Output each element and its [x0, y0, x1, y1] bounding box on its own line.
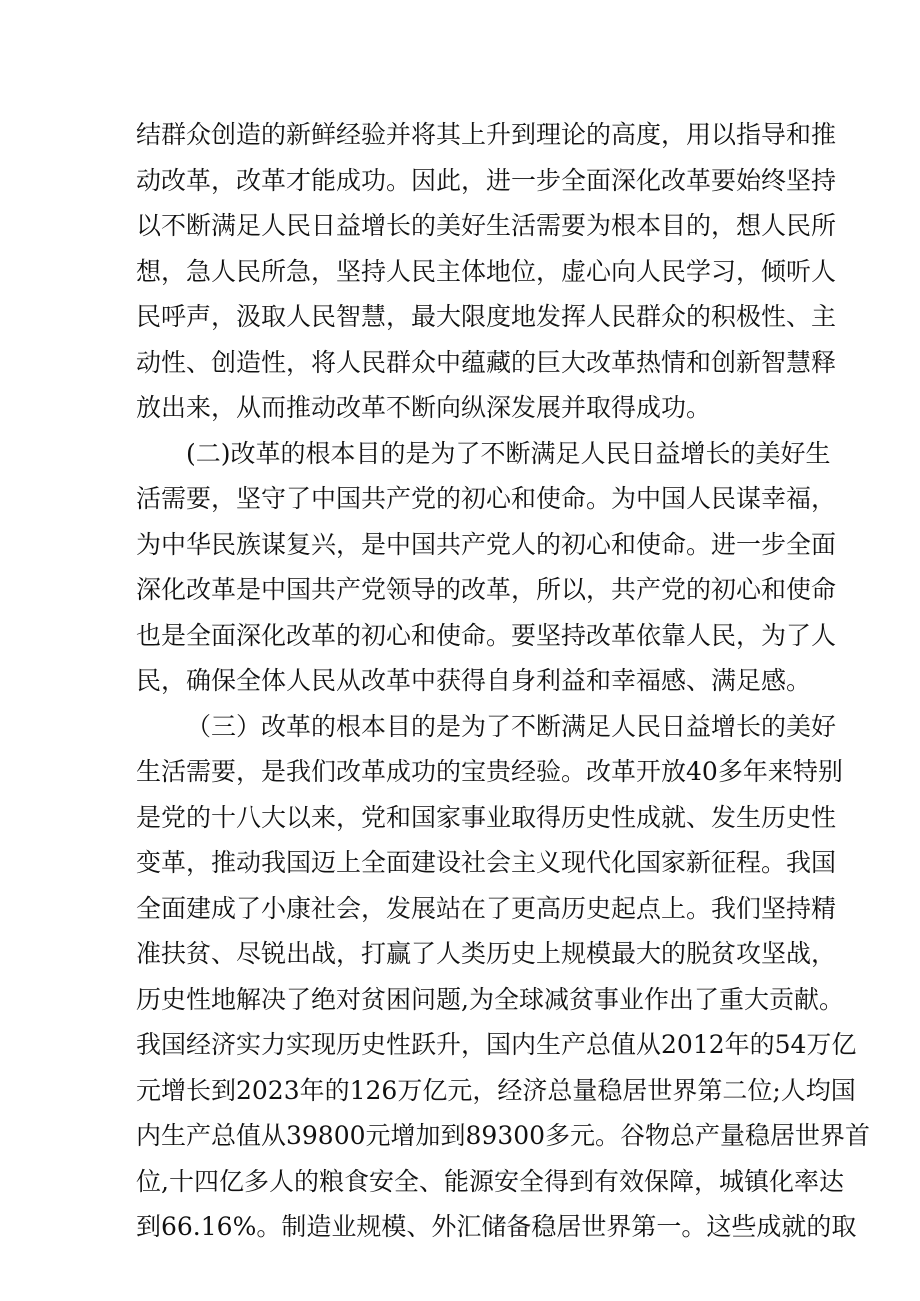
text-line: 以不断满足人民日益增长的美好生活需要为根本目的，想人民所 — [136, 211, 837, 240]
text-line: 位,十四亿多人的粮食安全、能源安全得到有效保障，城镇化率达 — [136, 1166, 844, 1196]
body-text — [136, 112, 871, 1250]
text-line: 想，急人民所急，坚持人民主体地位，虚心向人民学习，倾听人 — [136, 256, 837, 286]
text-line: 结群众创造的新鲜经验并将其上升到理论的高度，用以指导和推 — [136, 120, 837, 149]
text-line: 活需要，坚守了中国共产党的初心和使命。为中国人民谋幸福， — [136, 484, 837, 513]
text-line: 为中华民族谋复兴，是中国共产党人的初心和使命。进一步全面 — [136, 529, 837, 559]
text-line: 民呼声，汲取人民智慧，最大限度地发挥人民群众的积极性、主 — [136, 302, 837, 331]
text-line: 变革，推动我国迈上全面建设社会主义现代化国家新征程。我国 — [136, 848, 837, 877]
text-line: 准扶贫、尽锐出战，打赢了人类历史上规模最大的脱贫攻坚战， — [136, 939, 837, 968]
text-line: 动性、创造性，将人民群众中蕴藏的巨大改革热情和创新智慧释 — [136, 347, 837, 377]
text-line: 动改革，改革才能成功。因此，进一步全面深化改革要始终坚持 — [136, 165, 837, 195]
text-line: 到66.16%。制造业规模、外汇储备稳居世界第一。这些成就的取 — [136, 1212, 857, 1241]
paragraph-heading-line: (二)改革的根本目的是为了不断满足人民日益增长的美好生 — [186, 438, 831, 468]
text-line: 我国经济实力实现历史性跃升，国内生产总值从2012年的54万亿 — [136, 1030, 857, 1059]
text-line: 放出来，从而推动改革不断向纵深发展并取得成功。 — [136, 393, 712, 422]
text-line: 历史性地解决了绝对贫困问题,为全球减贫事业作出了重大贡献。 — [136, 984, 844, 1014]
text-line: 也是全面深化改革的初心和使命。要坚持改革依靠人民，为了人 — [136, 620, 837, 650]
text-line: 民，确保全体人民从改革中获得自身利益和幸福感、满足感。 — [136, 666, 812, 695]
text-line: 深化改革是中国共产党领导的改革，所以，共产党的初心和使命 — [136, 575, 837, 604]
paragraph-heading-line: （三）改革的根本目的是为了不断满足人民日益增长的美好 — [186, 711, 837, 741]
text-line: 全面建成了小康社会，发展站在了更高历史起点上。我们坚持精 — [136, 893, 837, 923]
text-line: 元增长到2023年的126万亿元，经济总量稳居世界第二位;人均国 — [136, 1075, 856, 1105]
text-line: 生活需要，是我们改革成功的宝贵经验。改革开放40多年来特别 — [136, 757, 843, 786]
text-line: 是党的十八大以来，党和国家事业取得历史性成就、发生历史性 — [136, 802, 837, 832]
text-line: 内生产总值从39800元增加到89300多元。谷物总产量稳居世界首 — [136, 1121, 871, 1150]
